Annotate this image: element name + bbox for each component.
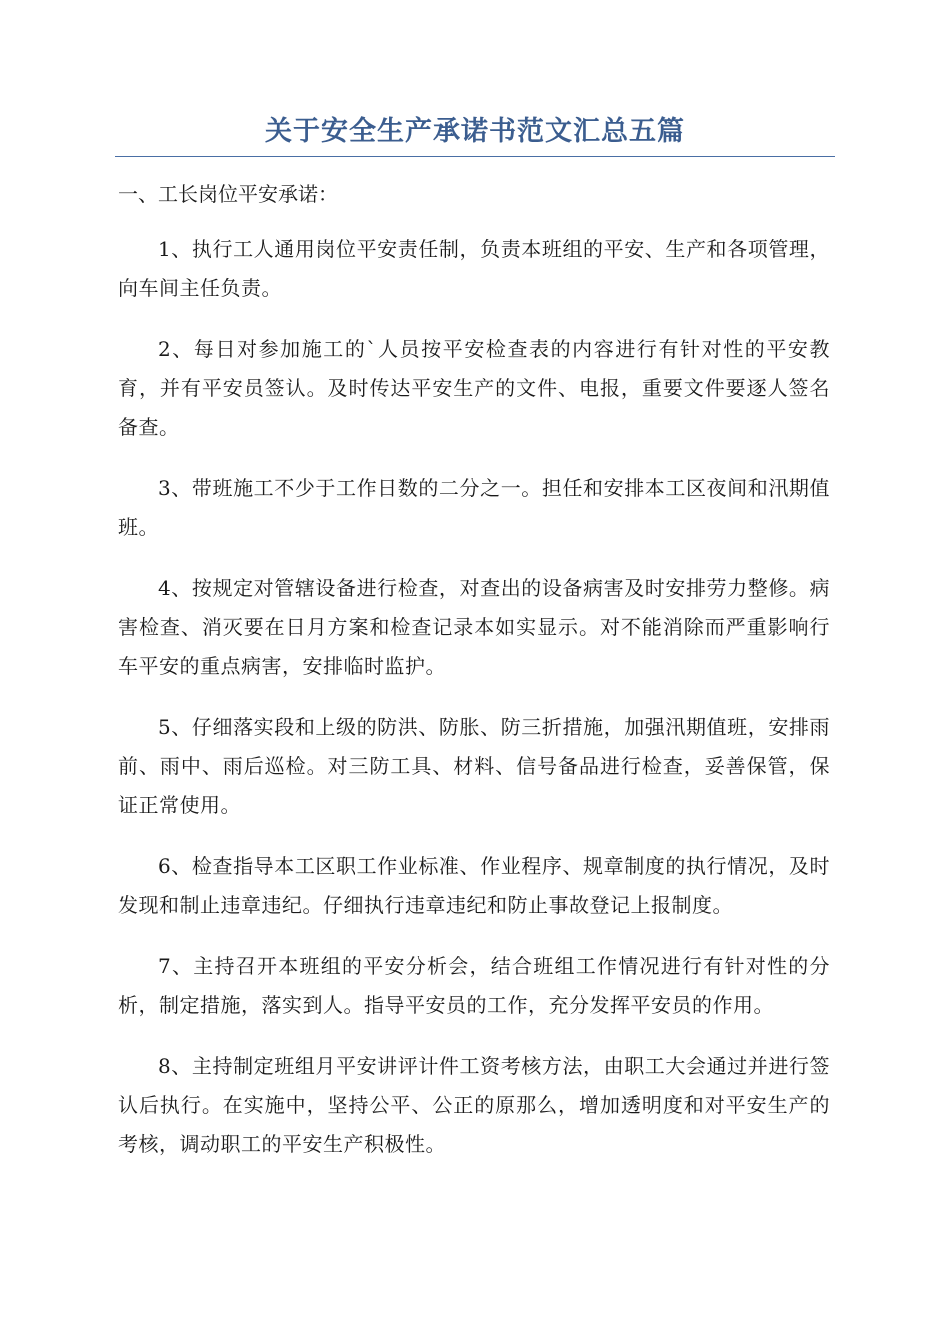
commitment-item-4: 4、按规定对管辖设备进行检查，对查出的设备病害及时安排劳力整修。病害检查、消灭要在日月方案和检查记录本如实显示。对不能消除而严重影响行车平安的重点病害，安排临时监护。 bbox=[118, 576, 830, 678]
commitment-item-3: 3、带班施工不少于工作日数的二分之一。担任和安排本工区夜间和汛期值班。 bbox=[118, 476, 830, 539]
commitment-item-7: 7、主持召开本班组的平安分析会，结合班组工作情况进行有针对性的分析，制定措施，落实到人。指导平安员的工作，充分发挥平安员的作用。 bbox=[118, 954, 830, 1017]
commitment-item-6: 6、检查指导本工区职工作业标准、作业程序、规章制度的执行情况，及时发现和制止违章违纪。仔细执行违章违纪和防止事故登记上报制度。 bbox=[118, 854, 830, 917]
section-heading: 一、工长岗位平安承诺： bbox=[118, 182, 338, 206]
commitment-item-1: 1、执行工人通用岗位平安责任制，负责本班组的平安、生产和各项管理，向车间主任负责。 bbox=[118, 237, 830, 300]
commitment-item-8: 8、主持制定班组月平安讲评计件工资考核方法，由职工大会通过并进行签认后执行。在实施中，坚持公平、公正的原那么，增加透明度和对平安生产的考核，调动职工的平安生产积极性。 bbox=[118, 1054, 830, 1156]
document-title: 关于安全生产承诺书范文汇总五篇 bbox=[265, 116, 685, 147]
commitment-item-5: 5、仔细落实段和上级的防洪、防胀、防三折措施，加强汛期值班，安排雨前、雨中、雨后巡检。对三防工具、材料、信号备品进行检查，妥善保管，保证正常使用。 bbox=[118, 715, 830, 817]
commitment-list bbox=[118, 230, 830, 1186]
commitment-item-2: 2、每日对参加施工的`人员按平安检查表的内容进行有针对性的平安教育，并有平安员签认。及时传达平安生产的文件、电报，重要文件要逐人签名备查。 bbox=[118, 337, 830, 439]
title-block bbox=[115, 112, 835, 157]
